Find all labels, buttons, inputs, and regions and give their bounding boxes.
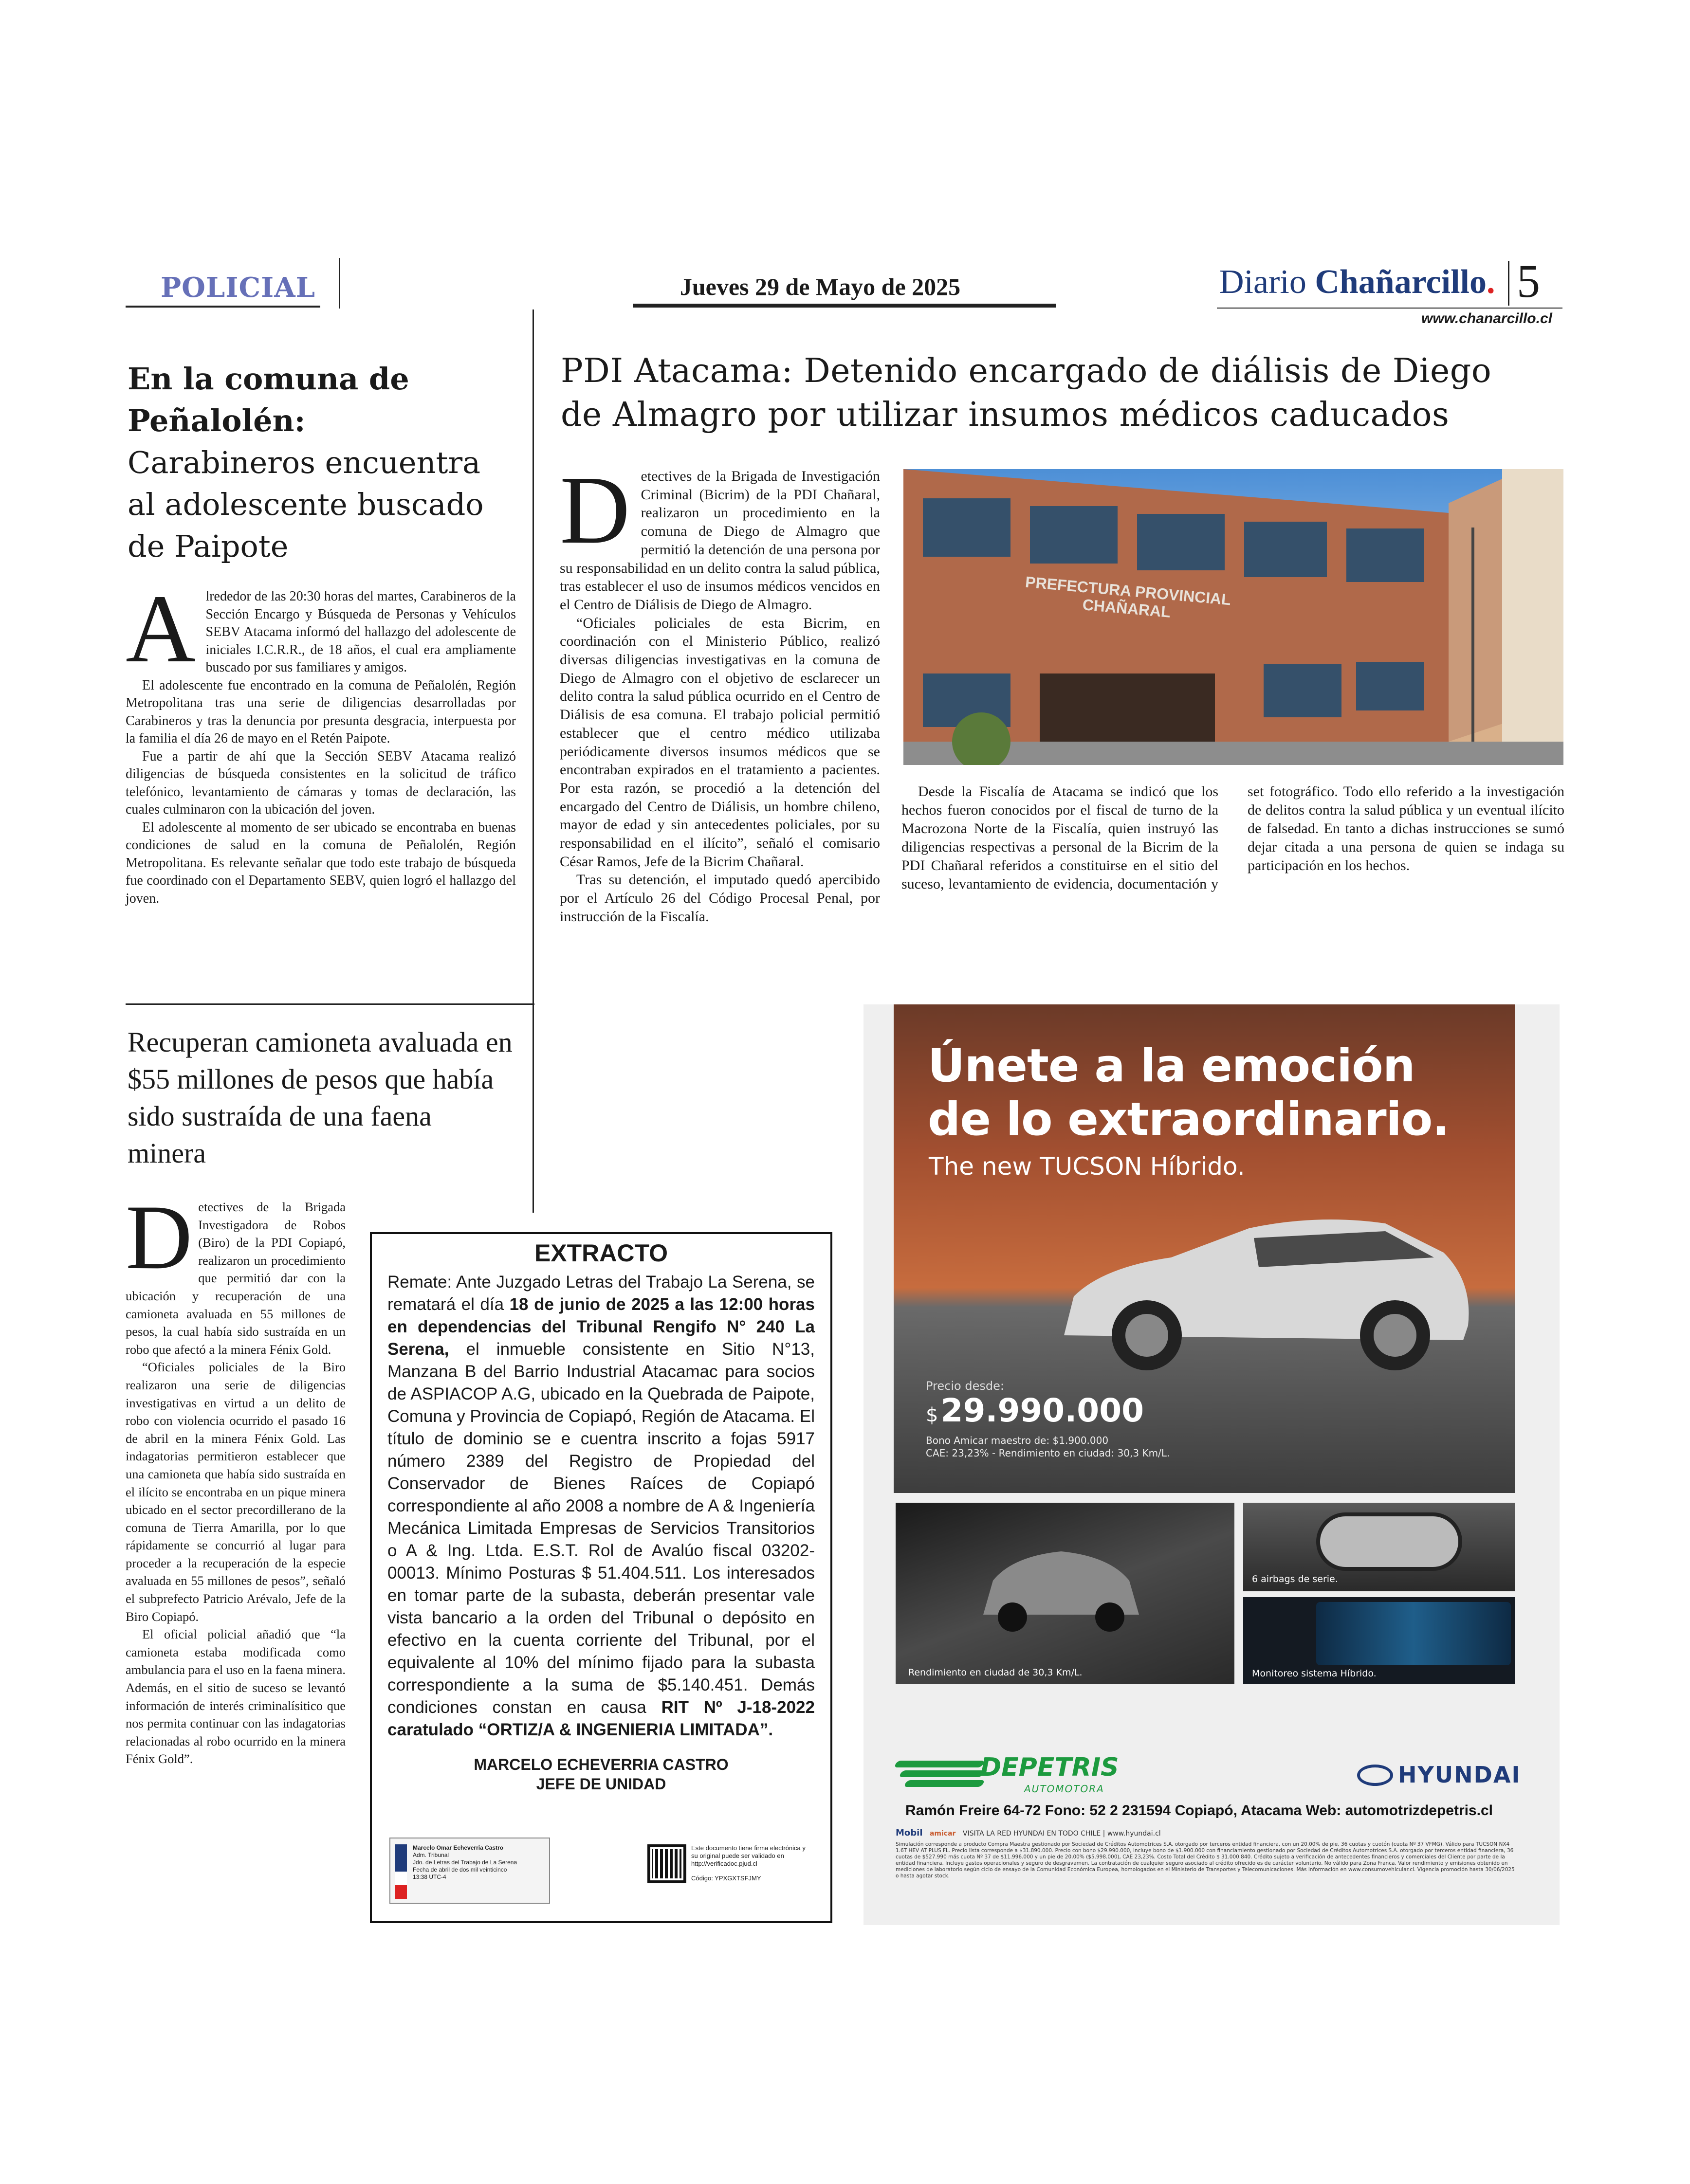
ad-cae: CAE: 23,23% - Rendimiento en ciudad: 30,3 Km/L. <box>926 1447 1170 1459</box>
ad-bono: Bono Amicar maestro de: $1.900.000 <box>926 1435 1109 1446</box>
masthead <box>1219 263 1495 302</box>
extracto-b1: 18 de junio de 2025 a las 12:00 horas en dependencias del Tribunal Rengifo N° 240 La Serena, <box>387 1295 815 1359</box>
header-divider <box>339 258 340 309</box>
ad-subheadline: The new TUCSON Híbrido. <box>929 1152 1245 1181</box>
sponsor-logos <box>896 1828 1161 1838</box>
masthead-prefix: Diario <box>1219 263 1315 301</box>
hyundai-logo-icon <box>1357 1765 1393 1786</box>
issue-date: Jueves 29 de Mayo de 2025 <box>680 273 961 300</box>
date-underline <box>633 304 1056 308</box>
depetris-logo-icon <box>896 1754 988 1788</box>
qr-code-icon <box>647 1844 686 1883</box>
article3-headline: PDI Atacama: Detenido encargado de diálisis de Diego de Almagro por utilizar insumos médicos caducados <box>561 352 1492 434</box>
extracto-t2: el inmueble consistente en Sitio N°13, Manzana B del Barrio Industrial Atacamac para socios de ASPIACOP A.G, ubicado en la Quebrada de Paipote, Comuna y Provincia de Copiapó, Región de Atacama. El título de dominio se e cuentra inscrito a fojas 5917 número 2389 del Registro de Propiedad del Conservador de Bienes Raíces de Copiapó correspondiente al año 2008 a nombre de A & Ingeniería Mecánica Limitada Empresas de Servicios Transitorios o A & Ing. Ltda. E.S.T. Rol de Avalúo fiscal 03202-00013. Mínimo Posturas $ 51.404.511. Los interesados en tomar parte de la subasta, deberán presentar vale vista bancario a la orden del Tribunal o depósito en efectivo en la cuenta corriente del Tribunal, por el equivalente al 10% del mínimo fijado para la subasta correspondiente a la suma de $5.140.451. Demás condiciones constan en causa <box>387 1340 815 1717</box>
section-label: POLICIAL <box>161 272 316 304</box>
article2-p3: El oficial policial añadió que “la camioneta estaba modificada como ambulancia para el uso en la faena minera. Además, en el sitio de suceso se levantó información de interés criminalísitico que nos permita continuar con las indagatorias relacionadas al robo ocurrido en la minera Fénix Gold”. <box>126 1627 346 1766</box>
masthead-rule <box>1217 308 1562 309</box>
article1-headline <box>128 358 517 567</box>
article2-p1: etectives de la Brigada Investigadora de Robos (Biro) de la PDI Copiapó, realizaron un procedimiento que permitió dar con la ubicación y recuperación de una camioneta avaluada en 55 millones de pesos, la cual había sido sustraída en un robo que afectó a la minera Fénix Gold. <box>126 1200 346 1357</box>
article3-p4: Desde la Fiscalía de Atacama se indicó que los hechos fueron conocidos por el fiscal de turno de la Macrozona Norte de la Fiscalía, quien instruyó las diligencias respectivas a personal de la Bicrim de la PDI Chañaral referidos a constituirse en el sitio del suceso, levantamiento de evidencia, documentación y set fotográfico. Todo ello referido a la investigación de delitos contra la salud pública y un eventual ilícito de falsedad. En tanto a dichas instrucciones se sumó dejar citada a una persona de quien se indaga su participación en los hechos. <box>901 783 1564 892</box>
signature-stamp <box>389 1838 550 1904</box>
brand-name: HYUNDAI <box>1398 1762 1521 1788</box>
article1-p2: El adolescente fue encontrado en la comuna de Peñalolén, Región Metropolitana tras una serie de diligencias desarrolladas por Carabineros y tras la denuncia por presunta desgracia, interpuesta por la familia el día 26 de mayo en el Retén Paipote. <box>126 677 516 746</box>
article2-body <box>126 1186 346 1768</box>
ad-photo-3 <box>1243 1597 1515 1684</box>
car-icon <box>1045 1189 1483 1384</box>
hyundai-network-text: VISITA LA RED HYUNDAI EN TODO CHILE | www.hyundai.cl <box>962 1830 1161 1838</box>
photo-building <box>903 469 1563 765</box>
article3-photo <box>903 469 1563 765</box>
article-separator <box>126 1003 534 1005</box>
dashboard-screen-icon <box>1316 1602 1511 1665</box>
article1-body <box>126 575 516 908</box>
masthead-dot-icon: . <box>1486 263 1495 301</box>
article1-dropcap: A <box>126 575 196 683</box>
ad-headline-2: de lo extraordinario. <box>928 1093 1450 1146</box>
article1-p3: Fue a partir de ahí que la Sección SEBV Atacama realizó diligencias de búsqueda consistentes en la solicitud de tráfico telefónico, levantamiento de cámaras y tomas de declaración, las cuales culminaron con la ubicación del joven. <box>126 748 516 817</box>
amicar-logo: amicar <box>929 1830 956 1838</box>
article3-p3: Tras su detención, el imputado quedó apercibido por el Artículo 26 del Código Procesal Penal, por instrucción de la Fiscalía. <box>560 872 880 925</box>
dealer-sub: AUTOMOTORA <box>1024 1783 1104 1795</box>
article1-kicker: En la comuna de Peñalolén: <box>128 361 409 438</box>
article3-lower <box>901 783 1564 967</box>
article3-p2: “Oficiales policiales de esta Bicrim, en coordinación con el Ministerio Público, realizó diversas diligencias investigativas en la comuna de Diego de Almagro con el objetivo de esclarecer un delito contra la salud pública ocurrido en el Centro de Diálisis de esa comuna. El trabajo policial permitió establecer que el centro médico utilizaba periódicamente diversos insumos médicos que se encontraban expirados en el tratamiento a pacientes. Por esta razón, se procedió a la detención del encargado del Centro de Diálisis, un hombre chileno, mayor de edad y sin antecedentes policiales, por su responsabilidad en el ilícito”, señaló el comisario César Ramos, Jefe de la Bicrim Chañaral. <box>560 615 880 870</box>
masthead-divider <box>1508 261 1509 306</box>
article3-dropcap: D <box>560 456 630 564</box>
article1-p4: El adolescente al momento de ser ubicado se encontraba en buenas condiciones de salud en la comuna de Peñalolén, Región Metropolitana. Es relevante señalar que todo este trabajo de búsqueda fue coordinado con el Departamento SEBV, quien logró el hallazgo del joven. <box>126 819 516 906</box>
article2-p2: “Oficiales policiales de la Biro realizaron una serie de diligencias investigativas en virtud a un delito de robo con violencia ocurrido el pasado 16 de abril en la minera Fénix Gold. Las indagatorias permitieron establecer que una camioneta que había sido sustraída en el ilícito se encontraba en un pique minera ubicado en el sector precordillerano de la comuna de Tierra Amarilla, por lo que rápidamente se concurrió al lugar para proceder a la recuperación de la especie avaluada en 55 millones de pesos”, señaló el subprefecto Patricio Arévalo, Jefe de la Biro Copiapó. <box>126 1360 346 1624</box>
qr-text-line2: Código: YPXGXTSFJMY <box>691 1875 761 1882</box>
ad-price-symbol: $ <box>926 1404 938 1426</box>
photo-sign: PREFECTURA PROVINCIAL CHAÑARAL <box>1024 573 1232 621</box>
ad-photo-1 <box>896 1503 1234 1684</box>
masthead-name: Chañarcillo <box>1315 263 1487 301</box>
hyundai-ad <box>863 1004 1560 1925</box>
qr-text <box>691 1844 808 1882</box>
ad-price-value: 29.990.000 <box>940 1392 1144 1429</box>
article2-dropcap: D <box>126 1186 193 1289</box>
ad-caption-3: Monitoreo sistema Híbrido. <box>1252 1668 1377 1679</box>
article3-p1: etectives de la Brigada de Investigación Criminal (Bicrim) de la PDI Chañaral, realizaron un procedimiento en la comuna de Diego de Almagro que permitió la detención de una persona por su responsabilidad en un delito contra la salud pública, tras establecer el uso de insumos médicos vencidos en el Centro de Diálisis de Diego de Almagro. <box>560 468 880 613</box>
stamp-flag-icon <box>395 1844 407 1899</box>
car-rear-icon <box>974 1537 1149 1634</box>
extracto-box <box>370 1232 832 1923</box>
ad-headline-1: Únete a la emoción <box>928 1039 1415 1092</box>
section-underline <box>126 306 320 308</box>
dealer-name: DEPETRIS <box>980 1753 1119 1782</box>
ad-caption-2: 6 airbags de serie. <box>1252 1574 1338 1584</box>
extracto-sig-name: MARCELO ECHEVERRIA CASTRO <box>474 1756 729 1773</box>
ad-hero <box>894 1004 1515 1493</box>
mobil-logo: Mobil <box>896 1828 923 1838</box>
ad-fine-print: Simulación corresponde a producto Compra Maestra gestionado por Sociedad de Créditos Automotrices S.A. otorgado por terceros entidad financiera, con un 20,00% de pie, 36 cuotas y cuotón (cuota Nº 37 VFMG). Válido para TUCSON NX4 1.6T HEV AT PLUS FL. Precio lista corresponde a $31.890.000. Precio con bono $29.990.000, incluye bono de $1.900.000 con financiamiento gestionado por Sociedad de Créditos Automotrices S.A. otorgado por terceros entidad financiera, 36 cuotas de $527.990 más cuota Nº 37 de $11.996.000 y un pie de 20,00% ($5.998.000), CAE 23,23%. Costo Total del Crédito $ 31.000.840. Crédito sujeto a verificación de antecedentes financieros y comerciales del Cliente por parte de la entidad financiera. Incluye gastos operacionales y seguro de desgravamen. La contratación de cualquier seguro asociado al crédito ofrecido es de carácter voluntario. No válido para Zona Franca. Valor rendimiento y emisiones obtenido en mediciones de laboratorio según ciclo de ensayo de la Comunidad Económica Europea, homologados en el Ministerio de Transportes y Telecomunicaciones. Más información en www.consumovehicular.cl. Vigencia promoción hasta 30/06/2025 o hasta agotar stock. <box>896 1841 1515 1879</box>
article3-body-col1 <box>560 456 880 926</box>
website: www.chanarcillo.cl <box>1421 310 1552 327</box>
article2-headline: Recuperan camioneta avaluada en $55 millones de pesos que había sido sustraída de una faena minera <box>128 1026 513 1169</box>
stamp-line4: Fecha de abril de dos mil veinticinco <box>413 1866 507 1873</box>
ad-price-label: Precio desde: <box>926 1379 1004 1393</box>
qr-text-line1: Este documento tiene firma electrónica y su original puede ser validado en http://verificadoc.pjud.cl <box>691 1844 806 1867</box>
article1-p1: lrededor de las 20:30 horas del martes, Carabineros de la Sección Encargo y Búsqueda de Personas y Vehículos SEBV Atacama informó del hallazgo del adolescente de iniciales I.C.R.R., de 18 años, el cual era ampliamente buscado por sus familiares y amigos. <box>205 589 516 675</box>
extracto-t1: Remate: Ante Juzgado Letras del Trabajo La Serena, se rematará el día <box>387 1273 815 1314</box>
article1-title: Carabineros encuentra al adolescente buscado de Paipote <box>128 445 484 564</box>
extracto-text <box>387 1271 815 1741</box>
ad-caption-1: Rendimiento en ciudad de 30,3 Km/L. <box>908 1667 1083 1678</box>
stamp-line3: Jdo. de Letras del Trabajo de La Serena <box>413 1859 517 1866</box>
ad-photo-2 <box>1243 1503 1515 1591</box>
extracto-sig-role: JEFE DE UNIDAD <box>536 1775 666 1793</box>
stamp-line2: Adm. Tribunal <box>413 1852 449 1858</box>
column-rule <box>533 309 534 1213</box>
airbag-car-icon <box>1316 1512 1462 1571</box>
extracto-b2: RIT Nº J-18-2022 caratulado “ORTIZ/A & INGENIERIA LIMITADA”. <box>387 1698 815 1739</box>
extracto-title: EXTRACTO <box>534 1239 668 1267</box>
ad-price <box>926 1392 1144 1429</box>
stamp-line1: Marcelo Omar Echeverria Castro <box>413 1844 504 1851</box>
dealer-address: Ramón Freire 64-72 Fono: 52 2 231594 Copiapó, Atacama Web: automotrizdepetris.cl <box>905 1802 1493 1819</box>
stamp-line5: 13:38 UTC-4 <box>413 1874 446 1880</box>
page-number: 5 <box>1517 255 1540 307</box>
